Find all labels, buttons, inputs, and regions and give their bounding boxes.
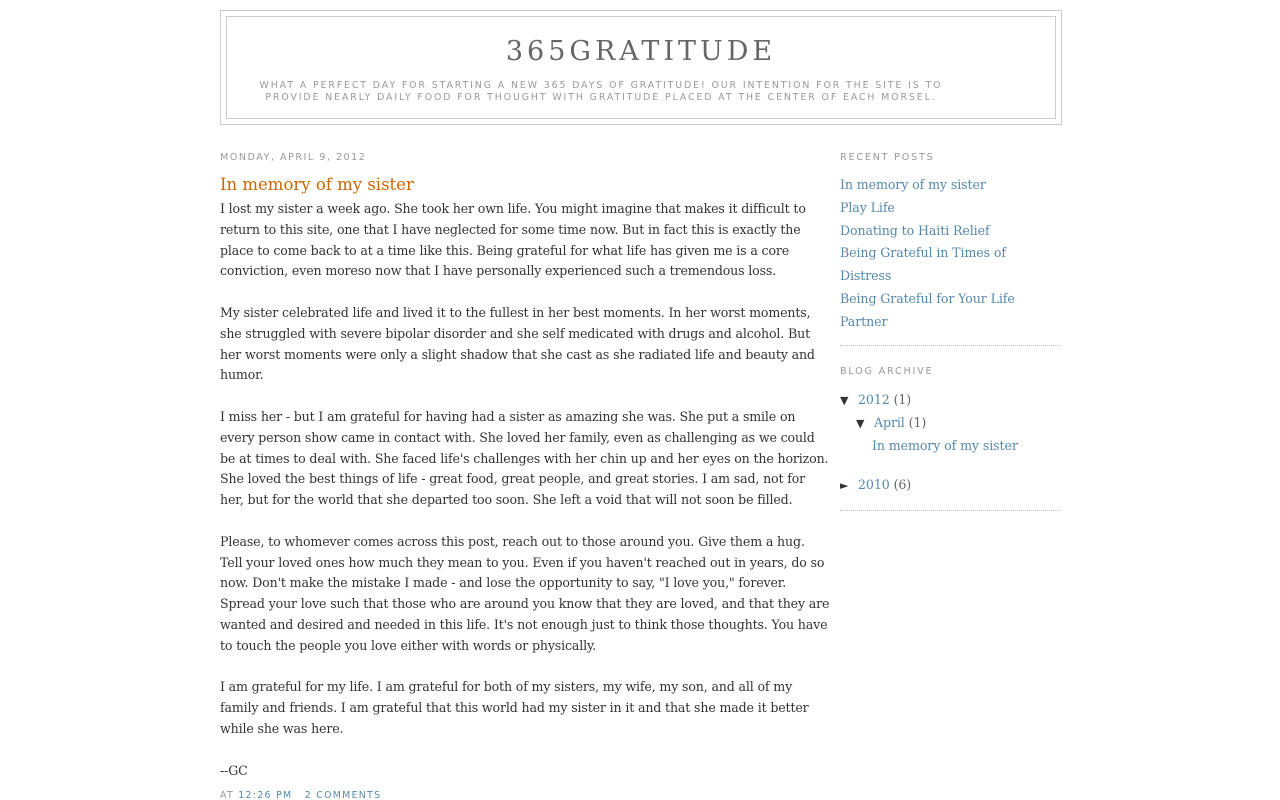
recent-post-link[interactable]: In memory of my sister [840,177,986,192]
recent-post-item [840,197,1060,220]
recent-post-link[interactable]: Play Life [840,199,895,215]
post-body [220,199,830,781]
recent-post-link[interactable]: Being Grateful for Your Life Partner [840,290,1015,329]
post-footer-at-label: AT [220,790,235,800]
post-signature: --GC [220,762,248,778]
archive-post-item [840,434,1060,457]
archive-month-count: (1) [908,414,927,430]
blog-header-inner [226,16,1056,119]
post-paragraph: I am grateful for my life. I am grateful for both of my sisters, my wife, my son, and all of my family and friends. I am grateful that this world had my sister in it and that she made it better while she was here. [220,679,809,736]
recent-post-item [840,220,1060,243]
post-paragraph: I miss her - but I am grateful for having had a sister as amazing she was. She put a smile on every person show came in contact with. She loved her family, even as challenging as we could be at times to deal with. She faced life's challenges with her chin up and her eyes on the horizon. She loved the best things of life - great food, great people, and great stories. I am sad, not for her, but for the world that she departed too soon. She left a void that will not soon be filled. [220,408,829,508]
recent-posts-title: RECENT POSTS [840,152,935,163]
recent-posts-list [840,174,1060,334]
recent-posts-divider [840,345,1060,346]
blog-description: WHAT A PERFECT DAY FOR STARTING A NEW 365 DAYS OF GRATITUDE! OUR INTENTION FOR THE SITE IS TO PROVIDE NEARLY DAILY FOOD FOR THOUGHT WITH GRATITUDE PLACED AT THE CENTER OF EACH MORSEL. [259,80,943,103]
archive-year-2012 [840,388,1060,411]
recent-post-item [840,288,1060,334]
main-column [220,152,830,800]
blog-header [220,10,1062,125]
blog-archive-title: BLOG ARCHIVE [840,365,934,377]
post-footer [220,789,830,800]
recent-post-item [840,242,1060,288]
archive-year-link[interactable]: 2010 [858,476,890,492]
archive-year-count: (6) [893,476,912,492]
post-comments-link[interactable]: 2 COMMENTS [304,790,382,800]
archive-year-count: (1) [893,391,912,407]
archive-month-april [840,411,1060,434]
sidebar [840,152,1060,511]
archive-month-link[interactable]: April [874,414,905,430]
post-paragraph: Please, to whomever comes across this post, reach out to those around you. Give them a hug. Tell your loved ones how much they mean to you. Even if you haven't reached out in years, do so now. Don't make the mistake I made - and lose the opportunity to say, "I love you," forever. Spread your love such that those who are around you know that they are loved, and that they are wanted and desired and needed in this life. It's not enough just to think those thoughts. You have to touch the people you love either with words or physically. [220,533,830,653]
post-date: MONDAY, APRIL 9, 2012 [220,152,367,163]
expand-triangle-icon[interactable]: ▼ [856,416,865,430]
expand-triangle-icon[interactable]: ▼ [840,393,849,407]
archive-year-link[interactable]: 2012 [858,391,890,407]
archive-tree [840,388,1060,496]
blog-archive-divider [840,510,1060,511]
post-paragraph: My sister celebrated life and lived it to the fullest in her best moments. In her worst moments, she struggled with severe bipolar disorder and she self medicated with drugs and alcohol. But her worst moments were only a slight shadow that she cast as she radiated life and beauty and humor. [220,304,815,383]
post-paragraph: I lost my sister a week ago. She took her own life. You might imagine that makes it difficult to return to this site, one that I have neglected for some time now. But in fact this is exactly the place to come back to at a time like this. Being grateful for what life has given me is a core conviction, even moreso now that I have personally experienced such a tremendous loss. [220,201,806,279]
recent-post-item [840,174,1060,197]
post-timestamp-link[interactable]: 12:26 PM [238,790,292,800]
blog-archive-widget [840,366,1060,511]
recent-posts-widget [840,152,1060,346]
collapse-triangle-icon[interactable]: ► [840,478,849,492]
post-title: In memory of my sister [220,175,414,194]
recent-post-link[interactable]: Being Grateful in Times of Distress [840,245,1006,284]
recent-post-link[interactable]: Donating to Haiti Relief [840,222,990,238]
blog-title[interactable]: 365GRATITUDE [505,36,777,67]
archive-post-link[interactable]: In memory of my sister [872,437,1018,453]
archive-year-2010 [840,473,1060,496]
